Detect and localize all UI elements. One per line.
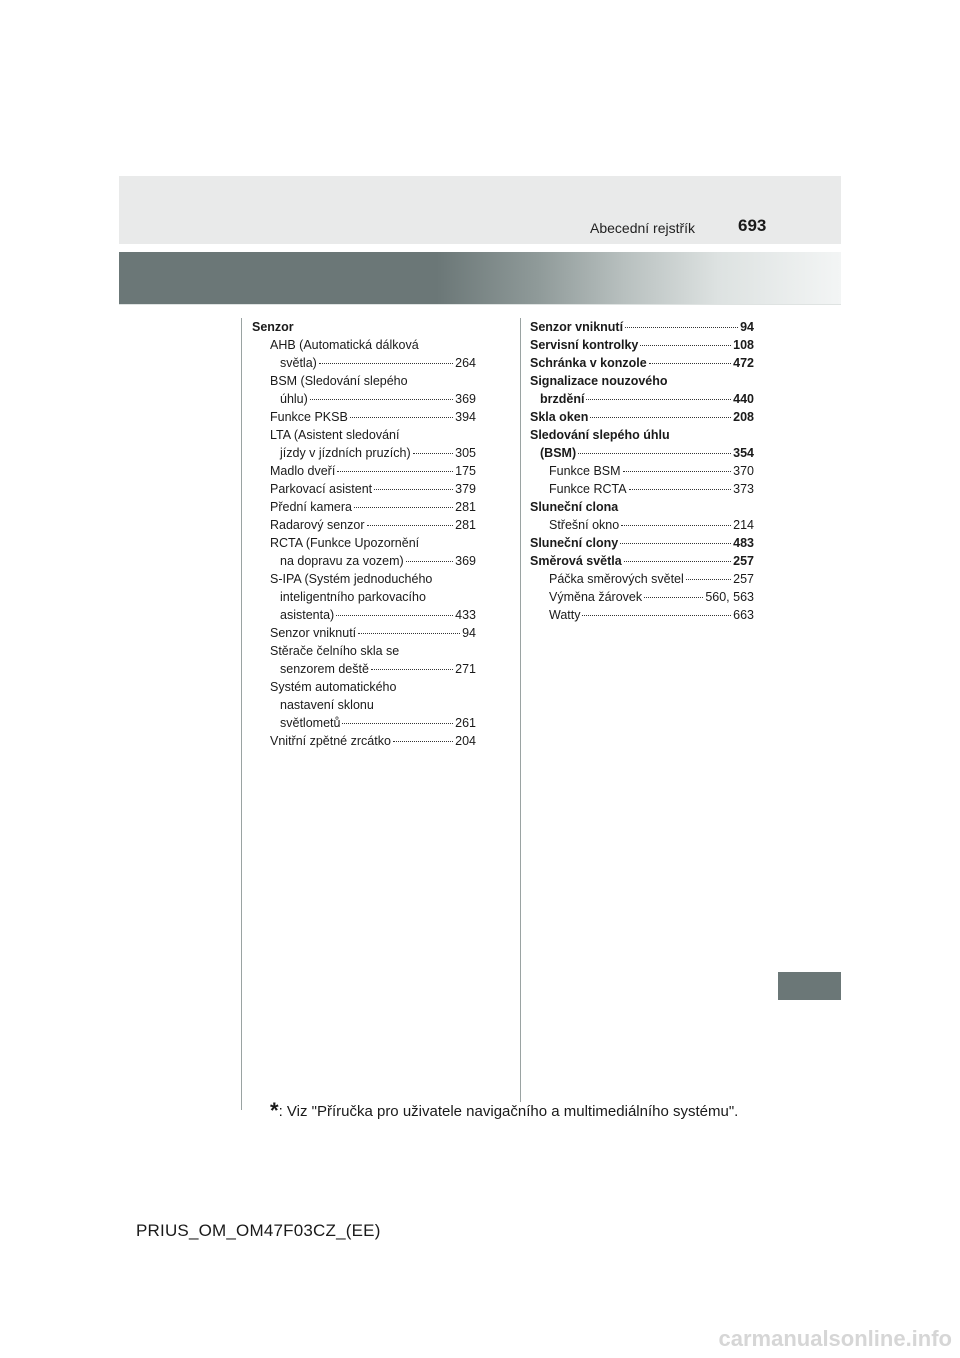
index-heading: Sluneční clona xyxy=(530,500,619,514)
index-subentry xyxy=(252,462,476,480)
entry-label: Madlo dveří xyxy=(270,464,336,478)
index-entry xyxy=(530,336,754,354)
watermark: carmanualsonline.info xyxy=(718,1326,952,1351)
entry-page: 261 xyxy=(455,716,476,730)
entry-page: 483 xyxy=(733,536,754,550)
entry-label: Senzor vniknutí xyxy=(530,320,624,334)
index-entry xyxy=(530,444,754,462)
entry-page: 373 xyxy=(733,482,754,496)
index-column-right xyxy=(530,318,754,624)
leader-dots xyxy=(578,453,731,454)
index-subentry xyxy=(530,480,754,498)
entry-label: úhlu) xyxy=(280,392,308,406)
entry-page: 257 xyxy=(733,572,754,586)
leader-dots xyxy=(582,615,731,616)
leader-dots xyxy=(337,471,453,472)
index-subentry xyxy=(252,408,476,426)
leader-dots xyxy=(644,597,703,598)
index-column-left xyxy=(252,318,476,750)
index-subentry xyxy=(252,444,476,462)
entry-page: 379 xyxy=(455,482,476,496)
entry-page: 271 xyxy=(455,662,476,676)
entry-label: Servisní kontrolky xyxy=(530,338,639,352)
leader-dots xyxy=(374,489,453,490)
index-subentry-line: inteligentního parkovacího xyxy=(280,590,426,604)
leader-dots xyxy=(621,525,731,526)
leader-dots xyxy=(590,417,731,418)
left-margin-rule xyxy=(241,318,242,1110)
divider-line xyxy=(119,304,841,305)
entry-label: Funkce PKSB xyxy=(270,410,348,424)
index-subentry xyxy=(530,516,754,534)
index-subentry xyxy=(252,390,476,408)
entry-label: Směrová světla xyxy=(530,554,622,568)
footnote xyxy=(270,1098,738,1124)
leader-dots xyxy=(413,453,454,454)
entry-page: 281 xyxy=(455,500,476,514)
entry-label: senzorem deště xyxy=(280,662,369,676)
index-subentry xyxy=(252,354,476,372)
index-subentry-line: nastavení sklonu xyxy=(280,698,374,712)
entry-label: (BSM) xyxy=(540,446,577,460)
index-subentry xyxy=(252,552,476,570)
chapter-tab xyxy=(778,972,841,1000)
index-subentry xyxy=(252,732,476,750)
leader-dots xyxy=(371,669,453,670)
leader-dots xyxy=(406,561,453,562)
entry-label: brzdění xyxy=(540,392,585,406)
entry-label: Sluneční clony xyxy=(530,536,619,550)
entry-page: 214 xyxy=(733,518,754,532)
entry-page: 472 xyxy=(733,356,754,370)
entry-page: 264 xyxy=(455,356,476,370)
column-divider xyxy=(520,318,521,1102)
entry-page: 354 xyxy=(733,446,754,460)
index-heading: Senzor xyxy=(252,320,294,334)
entry-label: na dopravu za vozem) xyxy=(280,554,404,568)
index-subentry xyxy=(530,588,754,606)
entry-label: Senzor vniknutí xyxy=(270,626,357,640)
entry-label: Skla oken xyxy=(530,410,589,424)
entry-page: 370 xyxy=(733,464,754,478)
leader-dots xyxy=(354,507,453,508)
index-entry xyxy=(530,390,754,408)
leader-dots xyxy=(367,525,454,526)
leader-dots xyxy=(358,633,460,634)
index-entry-line: Sledování slepého úhlu xyxy=(530,428,670,442)
index-subentry-line: Stěrače čelního skla se xyxy=(270,644,400,658)
index-subentry-line: RCTA (Funkce Upozornění xyxy=(270,536,420,550)
entry-label: Vnitřní zpětné zrcátko xyxy=(270,734,391,748)
entry-page: 281 xyxy=(455,518,476,532)
entry-page: 305 xyxy=(455,446,476,460)
section-band xyxy=(119,252,841,304)
index-subentry xyxy=(252,498,476,516)
leader-dots xyxy=(629,489,732,490)
index-subentry xyxy=(252,624,476,642)
index-subentry xyxy=(252,516,476,534)
entry-label: jízdy v jízdních pruzích) xyxy=(280,446,411,460)
entry-label: Střešní okno xyxy=(549,518,620,532)
entry-page: 394 xyxy=(455,410,476,424)
leader-dots xyxy=(342,723,453,724)
index-entry xyxy=(530,408,754,426)
index-entry-line: Signalizace nouzového xyxy=(530,374,668,388)
leader-dots xyxy=(686,579,731,580)
leader-dots xyxy=(624,561,731,562)
index-subentry xyxy=(530,462,754,480)
footnote-marker: * xyxy=(270,1098,279,1123)
entry-page: 108 xyxy=(733,338,754,352)
entry-label: světla) xyxy=(280,356,317,370)
index-subentry xyxy=(252,606,476,624)
leader-dots xyxy=(350,417,453,418)
entry-label: Funkce RCTA xyxy=(549,482,627,496)
leader-dots xyxy=(393,741,453,742)
footnote-text: : Viz "Příručka pro uživatele navigačního a multimediálního systému". xyxy=(278,1103,739,1120)
entry-label: Schránka v konzole xyxy=(530,356,647,370)
index-entry xyxy=(530,354,754,372)
entry-label: Páčka směrových světel xyxy=(549,572,684,586)
entry-page: 175 xyxy=(455,464,476,478)
index-subentry xyxy=(252,714,476,732)
leader-dots xyxy=(586,399,731,400)
entry-page: 369 xyxy=(455,554,476,568)
entry-page: 94 xyxy=(740,320,754,334)
index-subentry-line: BSM (Sledování slepého xyxy=(270,374,408,388)
entry-page: 663 xyxy=(733,608,754,622)
entry-label: Funkce BSM xyxy=(549,464,621,478)
index-subentry xyxy=(252,660,476,678)
leader-dots xyxy=(623,471,732,472)
index-subentry xyxy=(530,606,754,624)
entry-page: 208 xyxy=(733,410,754,424)
index-subentry-line: S-IPA (Systém jednoduchého xyxy=(270,572,433,586)
leader-dots xyxy=(620,543,731,544)
entry-page: 440 xyxy=(733,392,754,406)
entry-page: 94 xyxy=(462,626,476,640)
leader-dots xyxy=(310,399,453,400)
entry-page: 560, 563 xyxy=(705,590,754,604)
entry-page: 433 xyxy=(455,608,476,622)
entry-label: světlometů xyxy=(280,716,341,730)
leader-dots xyxy=(625,327,738,328)
entry-label: Watty xyxy=(549,608,581,622)
index-subentry-line: LTA (Asistent sledování xyxy=(270,428,400,442)
document-code: PRIUS_OM_OM47F03CZ_(EE) xyxy=(136,1221,381,1240)
entry-label: Výměna žárovek xyxy=(549,590,643,604)
index-subentry-line: AHB (Automatická dálková xyxy=(270,338,419,352)
leader-dots xyxy=(319,363,453,364)
leader-dots xyxy=(640,345,731,346)
leader-dots xyxy=(649,363,731,364)
entry-label: Přední kamera xyxy=(270,500,352,514)
entry-label: asistenta) xyxy=(280,608,335,622)
index-subentry xyxy=(252,480,476,498)
header-band xyxy=(119,176,841,244)
page-title: Abecední rejstřík xyxy=(590,220,696,236)
entry-page: 204 xyxy=(455,734,476,748)
index-entry xyxy=(530,552,754,570)
page-number: 693 xyxy=(738,216,767,235)
index-subentry-line: Systém automatického xyxy=(270,680,397,694)
leader-dots xyxy=(336,615,453,616)
index-subentry xyxy=(530,570,754,588)
entry-page: 257 xyxy=(733,554,754,568)
entry-label: Radarový senzor xyxy=(270,518,365,532)
index-entry xyxy=(530,534,754,552)
entry-label: Parkovací asistent xyxy=(270,482,373,496)
entry-page: 369 xyxy=(455,392,476,406)
index-entry xyxy=(530,318,754,336)
